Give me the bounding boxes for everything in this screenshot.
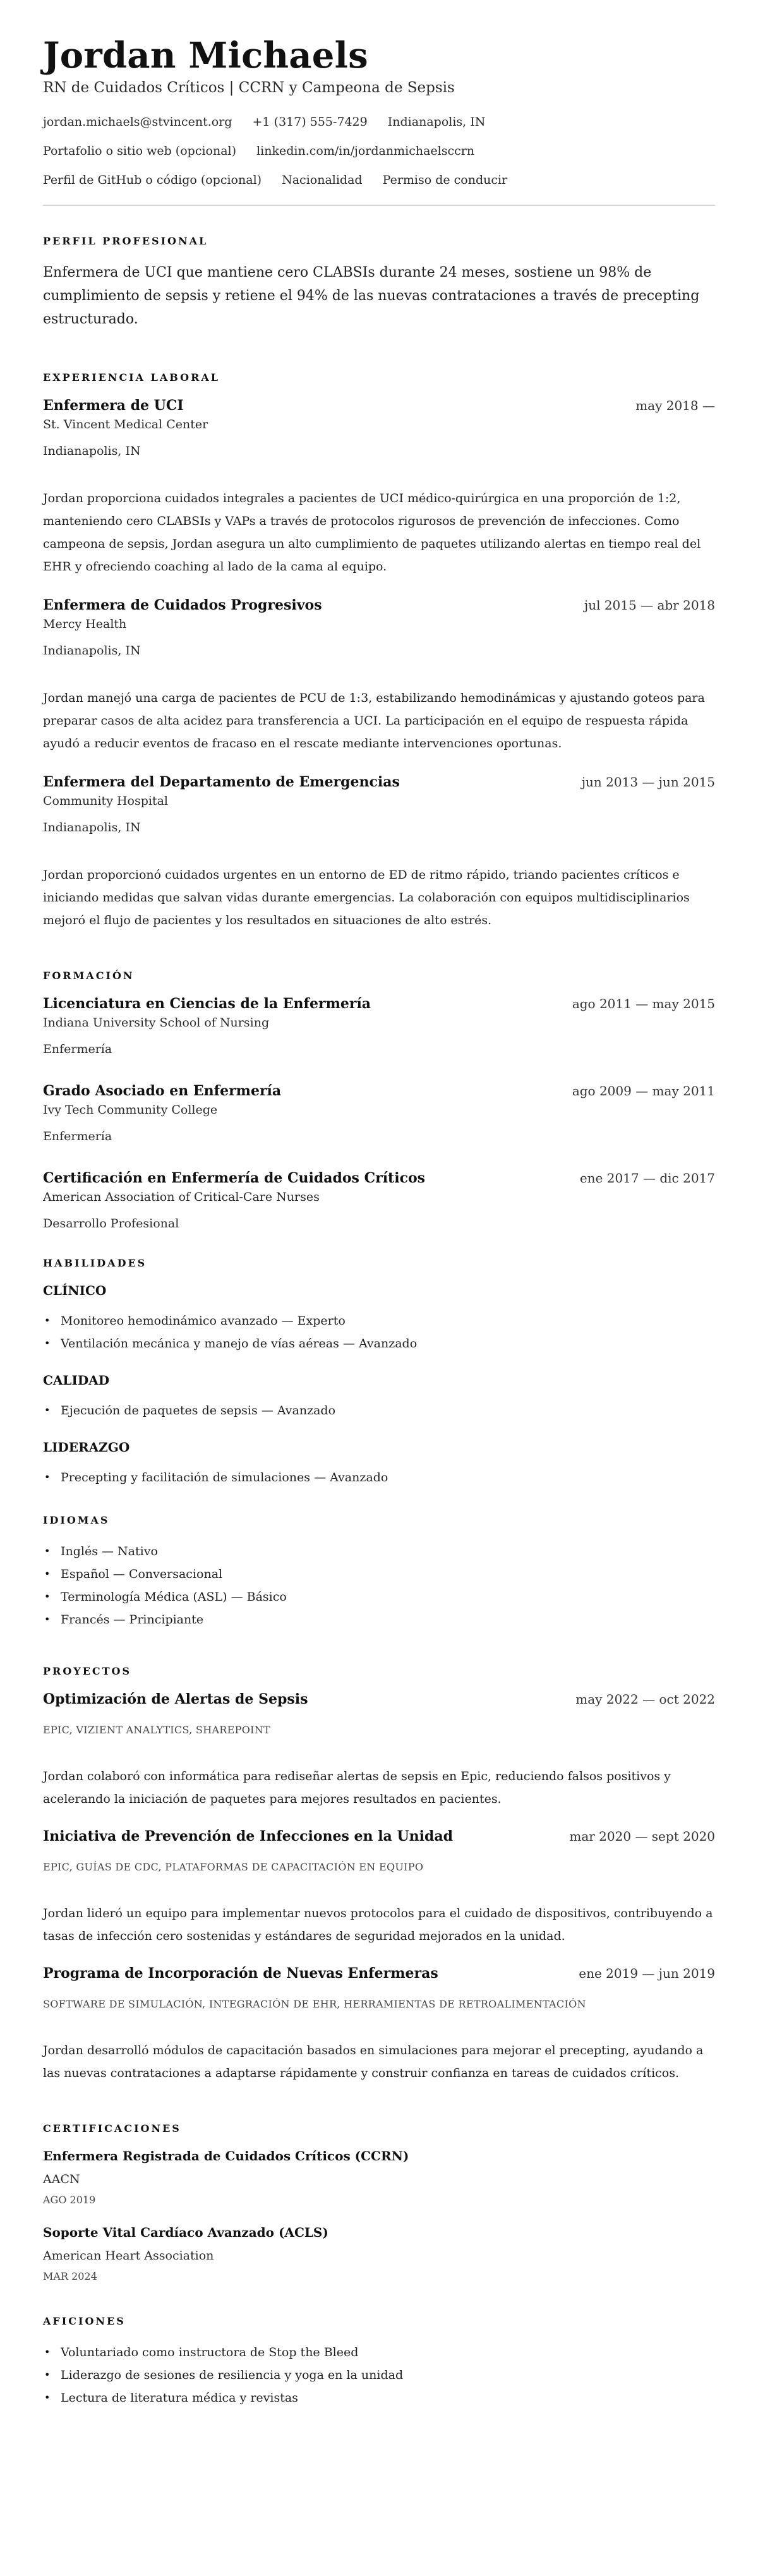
projects-section — [43, 1665, 715, 2085]
certification-issuer: AACN — [43, 2172, 80, 2187]
project-tech-stack: EPIC, GUÍAS DE CDC, PLATAFORMAS DE CAPACITACIÓN EN EQUIPO — [43, 1861, 424, 1874]
section-title-experience: EXPERIENCIA LABORAL — [43, 371, 220, 384]
hobbies-section — [43, 2315, 715, 2409]
section-title-languages: IDIOMAS — [43, 1514, 110, 1527]
education-entry — [43, 1083, 715, 1145]
certification-name: Enfermera Registrada de Cuidados Críticos (CCRN) — [43, 2148, 409, 2164]
location: Indianapolis, IN — [387, 115, 486, 129]
education-section — [43, 970, 715, 1232]
project-entry — [43, 1965, 715, 2085]
field-of-study: Enfermería — [43, 1129, 112, 1144]
school-name: Indiana University School of Nursing — [43, 1016, 270, 1030]
skill-list — [43, 1399, 715, 1422]
employer: Community Hospital — [43, 794, 169, 809]
job-location: Indianapolis, IN — [43, 821, 141, 835]
skill-item: • Ejecución de paquetes de sepsis — Avanzado — [43, 1399, 715, 1422]
language-item: • Español — Conversacional — [43, 1563, 715, 1586]
github-link[interactable]: Perfil de GitHub o código (opcional) — [43, 173, 262, 188]
certification-date: AGO 2019 — [43, 2194, 96, 2206]
job-location: Indianapolis, IN — [43, 644, 141, 658]
certification-date: MAR 2024 — [43, 2270, 97, 2283]
degree-dates: ago 2011 — may 2015 — [572, 996, 715, 1012]
profile-section — [43, 235, 715, 331]
language-list — [43, 1540, 715, 1631]
languages-section — [43, 1514, 715, 1631]
candidate-name: Jordan Michaels — [43, 35, 368, 76]
linkedin-link[interactable]: linkedin.com/in/jordanmichaelsccrn — [256, 144, 475, 159]
project-entry — [43, 1691, 715, 1810]
job-description: Jordan proporciona cuidados integrales a pacientes de UCI médico-quirúrgica en una proporción de 1:2, manteniendo cero CLABSIs y VAPs a través de protocolos rigurosos de prevención de infecciones. Como campeona de sepsis, Jordan asegura un alto cumplimiento de paquetes utilizando alertas en tiempo real del EHR y ofreciendo coaching al lado de la cama al equipo. — [43, 491, 701, 574]
drivers-license: Permiso de conducir — [382, 173, 508, 188]
project-title: Optimización de Alertas de Sepsis — [43, 1691, 308, 1708]
certification-entry — [43, 2148, 715, 2206]
job-dates: jun 2013 — jun 2015 — [581, 774, 715, 790]
project-description: Jordan colaboró con informática para rediseñar alertas de sepsis en Epic, reduciendo falsos positivos y acelerando la iniciación de paquetes para mejores resultados en pacientes. — [43, 1769, 671, 1807]
skill-category: LIDERAZGO — [43, 1440, 130, 1455]
project-description: Jordan desarrolló módulos de capacitación basados en simulaciones para mejorar el precepting, ayudando a las nuevas contrataciones a adaptarse rápidamente y construir confianza en tareas de cuidados críticos. — [43, 2043, 704, 2081]
project-tech-stack: SOFTWARE DE SIMULACIÓN, INTEGRACIÓN DE EHR, HERRAMIENTAS DE RETROALIMENTACIÓN — [43, 1998, 586, 2011]
section-title-certifications: CERTIFICACIONES — [43, 2122, 181, 2135]
skill-list — [43, 1466, 715, 1489]
project-dates: ene 2019 — jun 2019 — [579, 1966, 715, 1982]
contact-row-2 — [43, 143, 715, 159]
field-of-study: Enfermería — [43, 1042, 112, 1057]
school-name: American Association of Critical-Care Nurses — [43, 1190, 320, 1205]
nationality: Nacionalidad — [282, 173, 363, 188]
job-title: Enfermera del Departamento de Emergencias — [43, 774, 400, 791]
education-entry — [43, 996, 715, 1057]
project-title: Iniciativa de Prevención de Infecciones en la Unidad — [43, 1828, 454, 1845]
job-dates: jul 2015 — abr 2018 — [584, 598, 715, 613]
employer: Mercy Health — [43, 617, 127, 632]
degree-dates: ene 2017 — dic 2017 — [579, 1171, 715, 1186]
resume-header — [43, 35, 715, 188]
experience-entry — [43, 774, 715, 932]
job-title: Enfermera de UCI — [43, 397, 184, 414]
certification-entry — [43, 2225, 715, 2282]
project-dates: mar 2020 — sept 2020 — [569, 1829, 715, 1845]
skills-section — [43, 1257, 715, 1489]
header-divider — [43, 205, 715, 206]
section-title-hobbies: AFICIONES — [43, 2315, 126, 2328]
school-name: Ivy Tech Community College — [43, 1103, 218, 1117]
profile-summary: Enfermera de UCI que mantiene cero CLABSIs durante 24 meses, sostiene un 98% de cumplimiento de sepsis y retiene el 94% de las nuevas contrataciones a través de precepting estructurado. — [43, 265, 700, 328]
certification-issuer: American Heart Association — [43, 2249, 214, 2263]
skill-item: • Monitoreo hemodinámico avanzado — Experto — [43, 1309, 715, 1332]
skill-item: • Ventilación mecánica y manejo de vías aéreas — Avanzado — [43, 1332, 715, 1355]
hobby-item: • Lectura de literatura médica y revistas — [43, 2386, 715, 2409]
section-title-profile: PERFIL PROFESIONAL — [43, 235, 208, 248]
degree-title: Grado Asociado en Enfermería — [43, 1083, 282, 1100]
degree-title: Licenciatura en Ciencias de la Enfermería — [43, 996, 371, 1013]
job-location: Indianapolis, IN — [43, 444, 141, 459]
job-title: Enfermera de Cuidados Progresivos — [43, 597, 322, 614]
section-title-education: FORMACIÓN — [43, 970, 135, 982]
project-description: Jordan lideró un equipo para implementar nuevos protocolos para el cuidado de dispositivos, contribuyendo a tasas de infección cero sostenidas y estándares de seguridad mejorados en la unidad. — [43, 1906, 713, 1944]
job-dates: may 2018 — — [635, 398, 715, 414]
contact-row-3 — [43, 172, 715, 188]
job-description: Jordan proporcionó cuidados urgentes en un entorno de ED de ritmo rápido, triando pacientes críticos e iniciando medidas que salvan vidas durante emergencias. La colaboración con equipos multidisciplinarios mejoró el flujo de pacientes y los resultados en situaciones de alto estrés. — [43, 868, 690, 928]
project-title: Programa de Incorporación de Nuevas Enfermeras — [43, 1965, 438, 1982]
language-item: • Inglés — Nativo — [43, 1540, 715, 1563]
experience-entry — [43, 597, 715, 755]
degree-dates: ago 2009 — may 2011 — [572, 1083, 715, 1099]
section-title-skills: HABILIDADES — [43, 1257, 147, 1270]
skill-item: • Precepting y facilitación de simulaciones — Avanzado — [43, 1466, 715, 1489]
email-link[interactable]: jordan.michaels@stvincent.org — [43, 115, 232, 129]
language-item: • Terminología Médica (ASL) — Básico — [43, 1586, 715, 1608]
phone-link[interactable]: +1 (317) 555-7429 — [252, 115, 368, 129]
hobby-item: • Voluntariado como instructora de Stop the Bleed — [43, 2341, 715, 2364]
certification-name: Soporte Vital Cardíaco Avanzado (ACLS) — [43, 2225, 328, 2241]
skill-list — [43, 1309, 715, 1355]
experience-section — [43, 371, 715, 932]
education-entry — [43, 1170, 715, 1232]
certifications-section — [43, 2122, 715, 2282]
field-of-study: Desarrollo Profesional — [43, 1217, 179, 1231]
degree-title: Certificación en Enfermería de Cuidados Críticos — [43, 1170, 426, 1187]
skill-category: CLÍNICO — [43, 1283, 107, 1299]
language-item: • Francés — Principiante — [43, 1608, 715, 1631]
section-title-projects: PROYECTOS — [43, 1665, 132, 1678]
hobby-item: • Liderazgo de sesiones de resiliencia y yoga en la unidad — [43, 2364, 715, 2386]
job-description: Jordan manejó una carga de pacientes de PCU de 1:3, estabilizando hemodinámicas y ajustando goteos para preparar casos de alta acidez para transferencia a UCI. La participación en el equipo de respuesta rápida ayudó a reducir eventos de fracaso en el rescate mediante intervenciones oportunas. — [43, 691, 705, 751]
project-entry — [43, 1828, 715, 1947]
experience-entry — [43, 397, 715, 578]
headline: RN de Cuidados Críticos | CCRN y Campeona de Sepsis — [43, 80, 455, 97]
portfolio-link[interactable]: Portafolio o sitio web (opcional) — [43, 144, 237, 159]
project-dates: may 2022 — oct 2022 — [575, 1692, 715, 1707]
hobby-list — [43, 2341, 715, 2409]
employer: St. Vincent Medical Center — [43, 418, 208, 432]
project-tech-stack: EPIC, VIZIENT ANALYTICS, SHAREPOINT — [43, 1724, 270, 1736]
contact-row-1 — [43, 114, 715, 130]
skill-category: CALIDAD — [43, 1373, 110, 1388]
